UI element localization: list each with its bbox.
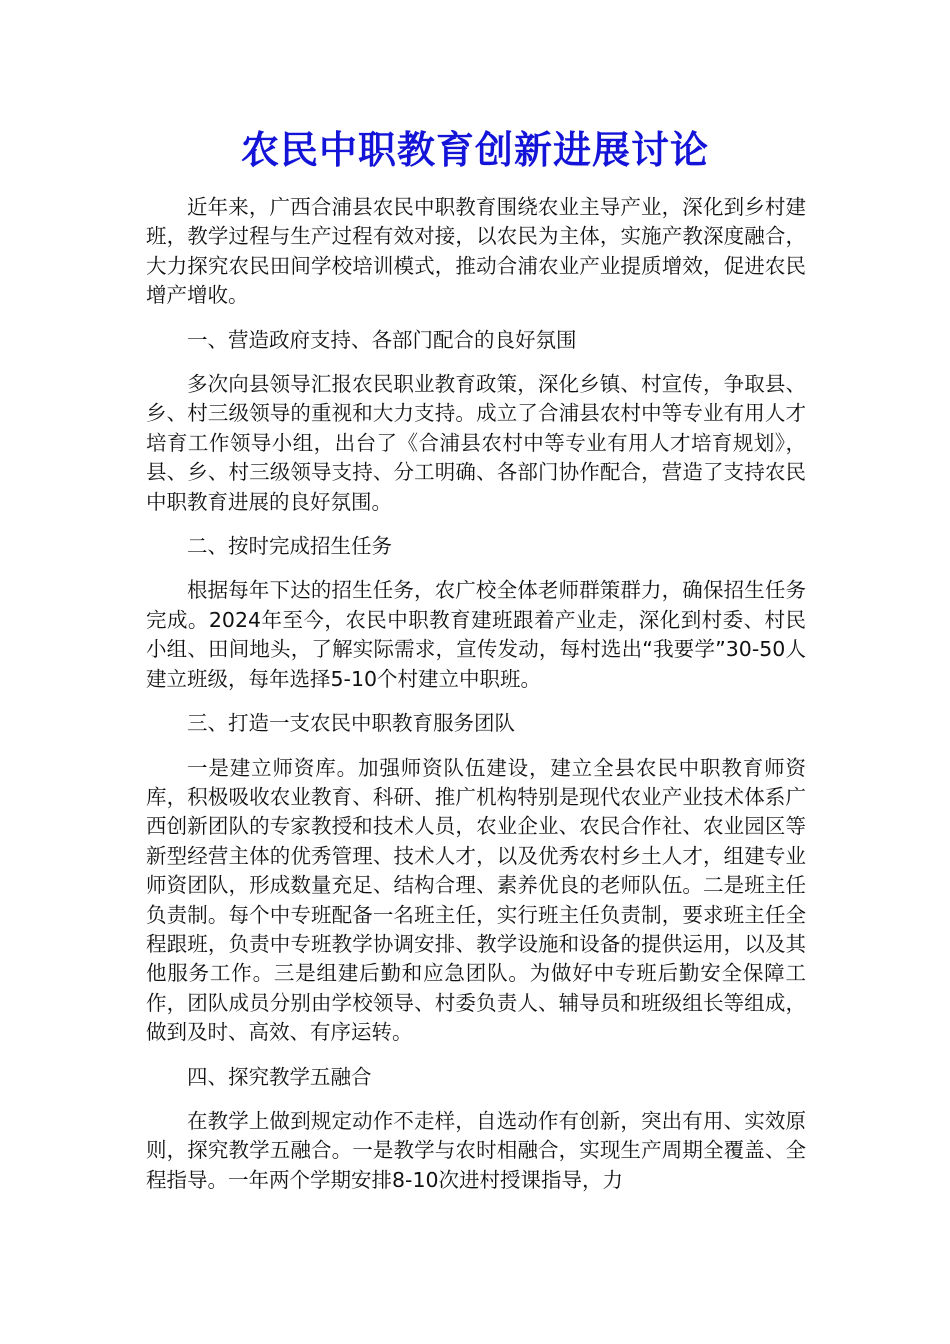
document-body [146,193,806,1210]
section-heading-4: 四、探究教学五融合 [187,1064,372,1089]
section-heading-2: 二、按时完成招生任务 [187,534,392,559]
section-3-paragraph: 一是建立师资库。加强师资队伍建设，建立全县农民中职教育师资库，积极吸收农业教育、科研、推广机构特别是现代农业产业技术体系广西创新团队的专家教授和技术人员，农业企业、农民合作社、农业园区等新型经营主体的优秀管理、技术人才，以及优秀农村乡土人才，组建专业师资团队，形成数量充足、结构合理、素养优良的老师队伍。二是班主任负责制。每个中专班配备一名班主任，实行班主任负责制，要求班主任全程跟班，负责中专班教学协调安排、教学设施和设备的提供运用，以及其他服务工作。三是组建后勤和应急团队。为做好中专班后勤安全保障工作，团队成员分别由学校领导、村委负责人、辅导员和班级组长等组成，做到及时、高效、有序运转。 [146,755,806,1045]
section-2-paragraph: 根据每年下达的招生任务，农广校全体老师群策群力，确保招生任务完成。2024年至今，农民中职教育建班跟着产业走，深化到村委、村民小组、田间地头，了解实际需求，宣传发动，每村选出“我要学”30-50人建立班级，每年选择5-10个村建立中职班。 [146,578,806,691]
section-heading-3: 三、打造一支农民中职教育服务团队 [187,711,515,736]
section-heading-1: 一、营造政府支持、各部门配合的良好氛围 [187,327,577,352]
page-title: 农民中职教育创新进展讨论 [240,127,709,172]
section-1-paragraph: 多次向县领导汇报农民职业教育政策，深化乡镇、村宣传，争取县、乡、村三级领导的重视和大力支持。成立了合浦县农村中等专业有用人才培育工作领导小组，出台了《合浦县农村中等专业有用人才培育规划》，县、乡、村三级领导支持、分工明确、各部门协作配合，营造了支持农民中职教育进展的良好氛围。 [146,372,806,514]
intro-paragraph: 近年来，广西合浦县农民中职教育围绕农业主导产业，深化到乡村建班，教学过程与生产过程有效对接，以农民为主体，实施产教深度融合，大力探究农民田间学校培训模式，推动合浦农业产业提质增效，促进农民增产增收。 [146,195,806,308]
section-4-paragraph: 在教学上做到规定动作不走样，自选动作有创新，突出有用、实效原则，探究教学五融合。一是教学与农时相融合，实现生产周期全覆盖、全程指导。一年两个学期安排8-10次进村授课指导，力 [146,1108,806,1192]
